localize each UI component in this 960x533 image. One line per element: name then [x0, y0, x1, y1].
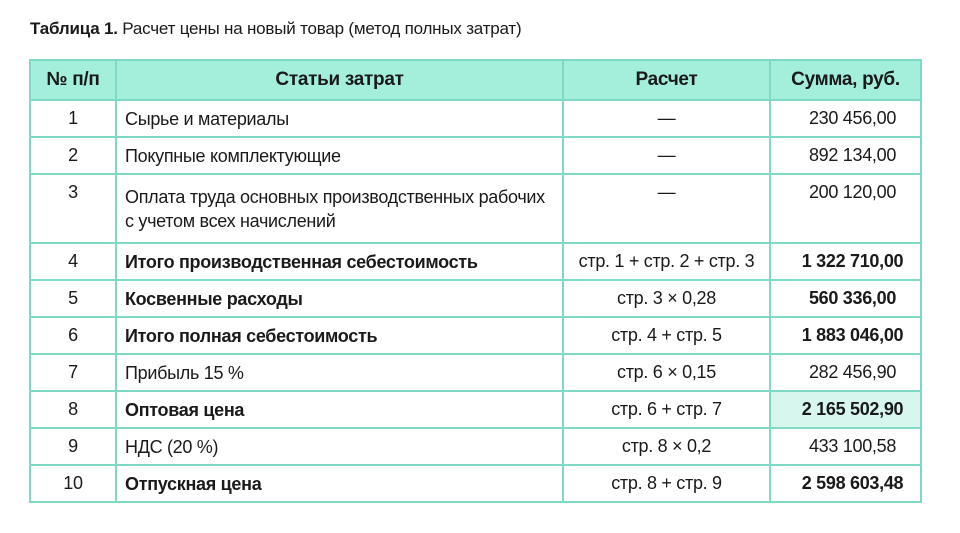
row-sum-highlighted: 2 165 502,90 [770, 391, 921, 428]
row-calc: стр. 6 × 0,15 [563, 354, 770, 391]
table-row [30, 280, 921, 317]
row-calc: стр. 4 + стр. 5 [563, 317, 770, 354]
row-calc: стр. 1 + стр. 2 + стр. 3 [563, 243, 770, 280]
row-item: Итого производственная себестоимость [116, 243, 563, 280]
row-calc: — [563, 100, 770, 137]
table-row [30, 354, 921, 391]
row-num: 8 [30, 391, 116, 428]
table-row [30, 100, 921, 137]
row-num: 6 [30, 317, 116, 354]
row-item: Итого полная себестоимость [116, 317, 563, 354]
header-calc: Расчет [563, 60, 770, 100]
row-num: 2 [30, 137, 116, 174]
row-sum: 892 134,00 [770, 137, 921, 174]
table-row [30, 174, 921, 243]
row-calc: стр. 6 + стр. 7 [563, 391, 770, 428]
header-item: Статьи затрат [116, 60, 563, 100]
table-row [30, 428, 921, 465]
row-num: 1 [30, 100, 116, 137]
row-calc: — [563, 174, 770, 243]
row-num: 7 [30, 354, 116, 391]
row-calc: стр. 8 × 0,2 [563, 428, 770, 465]
row-calc: — [563, 137, 770, 174]
row-num: 9 [30, 428, 116, 465]
row-item: НДС (20 %) [116, 428, 563, 465]
row-sum: 2 598 603,48 [770, 465, 921, 502]
row-sum: 282 456,90 [770, 354, 921, 391]
row-sum: 1 883 046,00 [770, 317, 921, 354]
cost-table [29, 59, 922, 503]
header-num: № п/п [30, 60, 116, 100]
row-num: 4 [30, 243, 116, 280]
row-num: 5 [30, 280, 116, 317]
row-item-line: Оплата труда основных производственных рабочих [125, 186, 545, 207]
row-item: Сырье и материалы [116, 100, 563, 137]
header-sum: Сумма, руб. [770, 60, 921, 100]
row-sum: 560 336,00 [770, 280, 921, 317]
row-sum: 1 322 710,00 [770, 243, 921, 280]
row-item: Оптовая цена [116, 391, 563, 428]
row-calc: стр. 8 + стр. 9 [563, 465, 770, 502]
row-item [116, 174, 563, 243]
table-row [30, 137, 921, 174]
table-row [30, 465, 921, 502]
table-row [30, 243, 921, 280]
row-sum: 200 120,00 [770, 174, 921, 243]
caption-label: Таблица 1. [30, 19, 118, 38]
table-row [30, 391, 921, 428]
row-item: Прибыль 15 % [116, 354, 563, 391]
row-sum: 433 100,58 [770, 428, 921, 465]
row-item: Покупные комплектующие [116, 137, 563, 174]
row-num: 10 [30, 465, 116, 502]
row-calc: стр. 3 × 0,28 [563, 280, 770, 317]
table-row [30, 317, 921, 354]
row-sum: 230 456,00 [770, 100, 921, 137]
row-num: 3 [30, 174, 116, 243]
row-item: Отпускная цена [116, 465, 563, 502]
caption-text: Расчет цены на новый товар (метод полных затрат) [122, 19, 522, 38]
table-caption [30, 19, 521, 39]
row-item-line: с учетом всех начислений [125, 210, 336, 231]
row-item: Косвенные расходы [116, 280, 563, 317]
table-header-row [30, 60, 921, 100]
